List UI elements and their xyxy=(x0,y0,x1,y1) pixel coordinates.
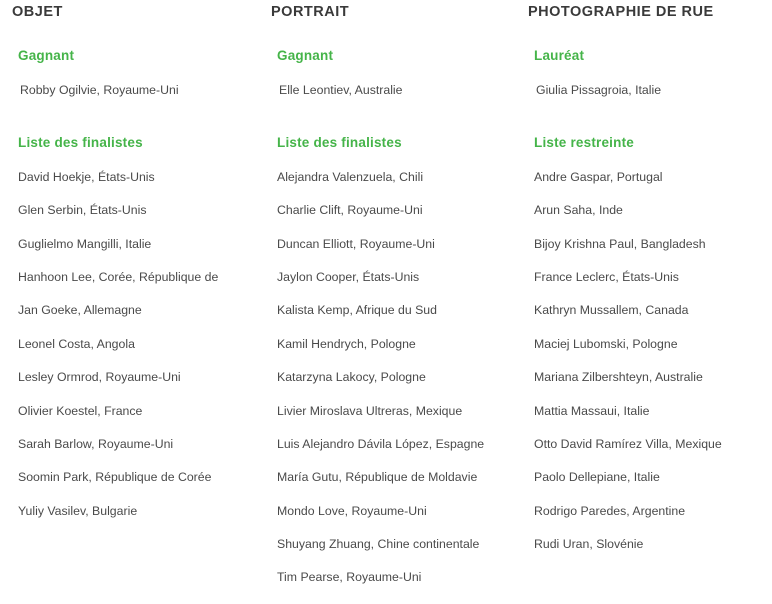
category-column-portrait xyxy=(257,4,514,604)
list-item: Charlie Clift, Royaume-Uni xyxy=(277,203,423,218)
finalists-section-heading: Liste des finalistes xyxy=(18,135,143,150)
list-item: Rudi Uran, Slovénie xyxy=(534,536,644,551)
list-item: Hanhoon Lee, Corée, République de xyxy=(18,270,219,285)
list-item: Sarah Barlow, Royaume-Uni xyxy=(18,436,174,451)
winner-section-heading: Lauréat xyxy=(534,48,585,63)
list-item: Lesley Ormrod, Royaume-Uni xyxy=(18,370,181,385)
list-item: Shuyang Zhuang, Chine continentale xyxy=(277,536,480,551)
list-item: Olivier Koestel, France xyxy=(18,403,143,418)
list-item: María Gutu, République de Moldavie xyxy=(277,470,478,485)
list-item: Katarzyna Lakocy, Pologne xyxy=(277,370,426,385)
list-item: Duncan Elliott, Royaume-Uni xyxy=(277,236,435,251)
list-item: Andre Gaspar, Portugal xyxy=(534,170,663,184)
winner-list xyxy=(273,83,508,97)
list-item: Elle Leontiev, Australie xyxy=(279,83,403,97)
list-item: Arun Saha, Inde xyxy=(534,203,623,218)
list-item: Leonel Costa, Angola xyxy=(18,336,135,351)
list-item: Otto David Ramírez Villa, Mexique xyxy=(534,436,722,451)
finalists-section-heading: Liste des finalistes xyxy=(277,135,402,150)
finalists-list xyxy=(273,170,508,586)
list-item: Robby Ogilvie, Royaume-Uni xyxy=(20,83,179,97)
list-item: Livier Miroslava Ultreras, Mexique xyxy=(277,403,463,418)
list-item: Guglielmo Mangilli, Italie xyxy=(18,236,152,251)
list-item: Tim Pearse, Royaume-Uni xyxy=(277,570,422,585)
list-item: Rodrigo Paredes, Argentine xyxy=(534,503,686,518)
list-item: Glen Serbin, États-Unis xyxy=(18,203,147,218)
list-item: Kathryn Mussallem, Canada xyxy=(534,303,689,318)
list-item: Alejandra Valenzuela, Chili xyxy=(277,170,424,184)
category-column-objet xyxy=(0,4,257,604)
winner-section-heading: Gagnant xyxy=(18,48,75,63)
winner-list xyxy=(14,83,251,97)
list-item: Jaylon Cooper, États-Unis xyxy=(277,270,420,285)
list-item: Jan Goeke, Allemagne xyxy=(18,303,142,318)
category-title: OBJET xyxy=(12,4,63,20)
list-item: Mattia Massaui, Italie xyxy=(534,403,650,418)
category-title: PHOTOGRAPHIE DE RUE xyxy=(528,4,714,20)
list-item: Kalista Kemp, Afrique du Sud xyxy=(277,303,437,318)
finalists-section-heading: Liste restreinte xyxy=(534,135,634,150)
finalists-list xyxy=(14,170,251,519)
list-item: David Hoekje, États-Unis xyxy=(18,170,155,184)
list-item: Kamil Hendrych, Pologne xyxy=(277,336,416,351)
list-item: Yuliy Vasilev, Bulgarie xyxy=(18,503,138,518)
list-item: Maciej Lubomski, Pologne xyxy=(534,336,678,351)
list-item: France Leclerc, États-Unis xyxy=(534,270,679,285)
winner-section-heading: Gagnant xyxy=(277,48,334,63)
list-item: Bijoy Krishna Paul, Bangladesh xyxy=(534,236,706,251)
list-item: Giulia Pissagroia, Italie xyxy=(536,83,662,97)
category-title: PORTRAIT xyxy=(271,4,350,20)
list-item: Soomin Park, République de Corée xyxy=(18,470,212,485)
list-item: Luis Alejandro Dávila López, Espagne xyxy=(277,436,485,451)
list-item: Paolo Dellepiane, Italie xyxy=(534,470,660,485)
finalists-list xyxy=(530,170,765,552)
list-item: Mondo Love, Royaume-Uni xyxy=(277,503,427,518)
winner-list xyxy=(530,83,765,97)
category-column-photographie-de-rue xyxy=(514,4,771,604)
list-item: Mariana Zilbershteyn, Australie xyxy=(534,370,703,385)
